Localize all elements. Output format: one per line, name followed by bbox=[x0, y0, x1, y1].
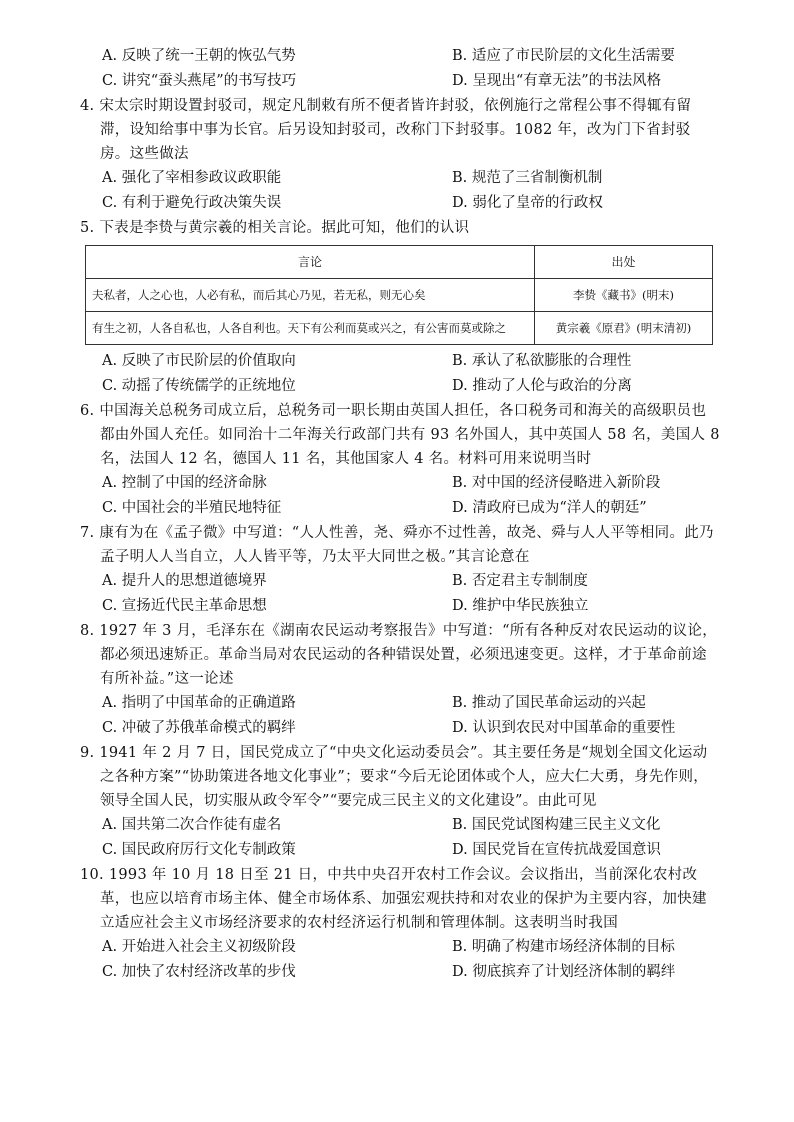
q4-option-d: D. 弱化了皇帝的行政权 bbox=[452, 195, 603, 211]
q10-option-c: C. 加快了农村经济改革的步伐 bbox=[102, 964, 296, 980]
q3-option-a: A. 反映了统一王朝的恢弘气势 bbox=[102, 48, 296, 64]
question-10-options bbox=[80, 935, 720, 985]
q9-option-c: C. 国民政府厉行文化专制政策 bbox=[102, 842, 296, 858]
exam-page bbox=[80, 44, 720, 985]
q8-option-c: C. 冲破了苏俄革命模式的羁绊 bbox=[102, 720, 296, 736]
table-row bbox=[86, 279, 713, 312]
q10-option-b: B. 明确了构建市场经济体制的目标 bbox=[452, 939, 675, 955]
table-row bbox=[86, 312, 713, 345]
q5-option-b: B. 承认了私欲膨胀的合理性 bbox=[452, 353, 632, 369]
q4-option-b: B. 规范了三省制衡机制 bbox=[452, 170, 603, 186]
q9-option-d: D. 国民党旨在宣传抗战爱国意识 bbox=[452, 842, 661, 858]
q8-option-d: D. 认识到农民对中国革命的重要性 bbox=[452, 720, 676, 736]
question-8-options bbox=[80, 691, 720, 741]
statement-cell: 有生之初，人各自私也，人各自利也。天下有公利而莫或兴之，有公害而莫或除之 bbox=[86, 312, 535, 345]
q7-option-b: B. 否定君主专制制度 bbox=[452, 573, 588, 589]
q10-option-d: D. 彻底摈弃了计划经济体制的羁绊 bbox=[452, 964, 676, 980]
q5-option-c: C. 动摇了传统儒学的正统地位 bbox=[102, 378, 296, 394]
question-7 bbox=[80, 521, 720, 619]
question-9-stem: 9. 1941 年 2 月 7 日，国民党成立了“中央文化运动委员会”。其主要任务是“规划全国文化运动之各种方案”“协助策进各地文化事业”；要求“今后无论团体或个人，应大仁大勇，身先作则，领导全国人民，切实服从政令军令”“要完成三民主义的文化建设”。由此可见 bbox=[80, 745, 709, 809]
q9-option-a: A. 国共第二次合作徒有虚名 bbox=[102, 817, 282, 833]
q9-option-b: B. 国民党试图构建三民主义文化 bbox=[452, 817, 661, 833]
header-source: 出处 bbox=[535, 246, 713, 279]
question-5-stem: 5. 下表是李贽与黄宗羲的相关言论。据此可知，他们的认识 bbox=[80, 220, 470, 236]
source-cell: 李贽《藏书》(明末) bbox=[535, 279, 713, 312]
question-6 bbox=[80, 399, 720, 521]
question-10-stem: 10. 1993 年 10 月 18 日至 21 日，中共中央召开农村工作会议。会议指出，当前深化农村改革，也应以培育市场主体、健全市场体系、加强宏观扶持和对农业的保护为主要内容，加快建立适应社会主义市场经济要求的农村经济运行机制和管理体制。这表明当时我国 bbox=[80, 867, 707, 931]
q4-option-c: C. 有利于避免行政决策失误 bbox=[102, 195, 282, 211]
q3-option-c: C. 讲究“蚕头燕尾”的书写技巧 bbox=[102, 73, 297, 89]
q7-option-c: C. 宣扬近代民主革命思想 bbox=[102, 598, 267, 614]
question-8 bbox=[80, 619, 720, 741]
source-cell: 黄宗羲《原君》(明末清初) bbox=[535, 312, 713, 345]
q3-option-d: D. 呈现出“有章无法”的书法风格 bbox=[452, 73, 662, 89]
quote-table-header bbox=[86, 246, 713, 279]
q7-option-d: D. 维护中华民族独立 bbox=[452, 598, 589, 614]
q7-option-a: A. 提升人的思想道德境界 bbox=[102, 573, 267, 589]
statement-cell: 夫私者，人之心也，人必有私，而后其心乃见，若无私，则无心矣 bbox=[86, 279, 535, 312]
question-7-options bbox=[80, 569, 720, 619]
question-5 bbox=[80, 216, 720, 399]
q4-option-a: A. 强化了宰相参政议政职能 bbox=[102, 170, 282, 186]
q3-options bbox=[80, 44, 720, 94]
q6-option-b: B. 对中国的经济侵略进入新阶段 bbox=[452, 475, 661, 491]
q6-option-c: C. 中国社会的半殖民地特征 bbox=[102, 500, 282, 516]
question-5-options bbox=[80, 349, 720, 399]
q8-option-a: A. 指明了中国革命的正确道路 bbox=[102, 695, 296, 711]
question-6-options bbox=[80, 471, 720, 521]
q6-option-a: A. 控制了中国的经济命脉 bbox=[102, 475, 267, 491]
question-4-stem: 4. 宋太宗时期设置封驳司，规定凡制敕有所不便者皆许封驳，依例施行之常程公事不得辄有留滞，设知给事中事为长官。后另设知封驳司，改称门下封驳事。1082 年，改为门下省封驳房。这些做法 bbox=[80, 98, 692, 162]
q6-option-d: D. 清政府已成为“洋人的朝廷” bbox=[452, 500, 647, 516]
question-9 bbox=[80, 741, 720, 863]
question-4 bbox=[80, 94, 720, 216]
question-10 bbox=[80, 863, 720, 985]
q10-option-a: A. 开始进入社会主义初级阶段 bbox=[102, 939, 296, 955]
header-statement: 言论 bbox=[86, 246, 535, 279]
q3-option-b: B. 适应了市民阶层的文化生活需要 bbox=[452, 48, 675, 64]
quote-table bbox=[85, 245, 713, 345]
question-6-stem: 6. 中国海关总税务司成立后，总税务司一职长期由英国人担任，各口税务司和海关的高级职员也都由外国人充任。如同治十二年海关行政部门共有 93 名外国人，其中英国人 58 名，美国人 8 名，法国人 12 名，德国人 11 名，其他国家人 4 名。材料可用来说明当时 bbox=[80, 403, 720, 467]
q5-option-a: A. 反映了市民阶层的价值取向 bbox=[102, 353, 296, 369]
q5-option-d: D. 推动了人伦与政治的分离 bbox=[452, 378, 632, 394]
question-7-stem: 7. 康有为在《孟子微》中写道：“人人性善，尧、舜亦不过性善，故尧、舜与人人平等相同。此乃孟子明人人当自立，人人皆平等，乃太平大同世之极。”其言论意在 bbox=[80, 525, 714, 565]
question-4-options bbox=[80, 166, 720, 216]
question-8-stem: 8. 1927 年 3 月，毛泽东在《湖南农民运动考察报告》中写道：“所有各种反对农民运动的议论，都必须迅速矫正。革命当局对农民运动的各种错误处置，必须迅速变更。这样，才于革命前途有所补益。”这一论述 bbox=[80, 623, 718, 687]
q8-option-b: B. 推动了国民革命运动的兴起 bbox=[452, 695, 646, 711]
question-9-options bbox=[80, 813, 720, 863]
